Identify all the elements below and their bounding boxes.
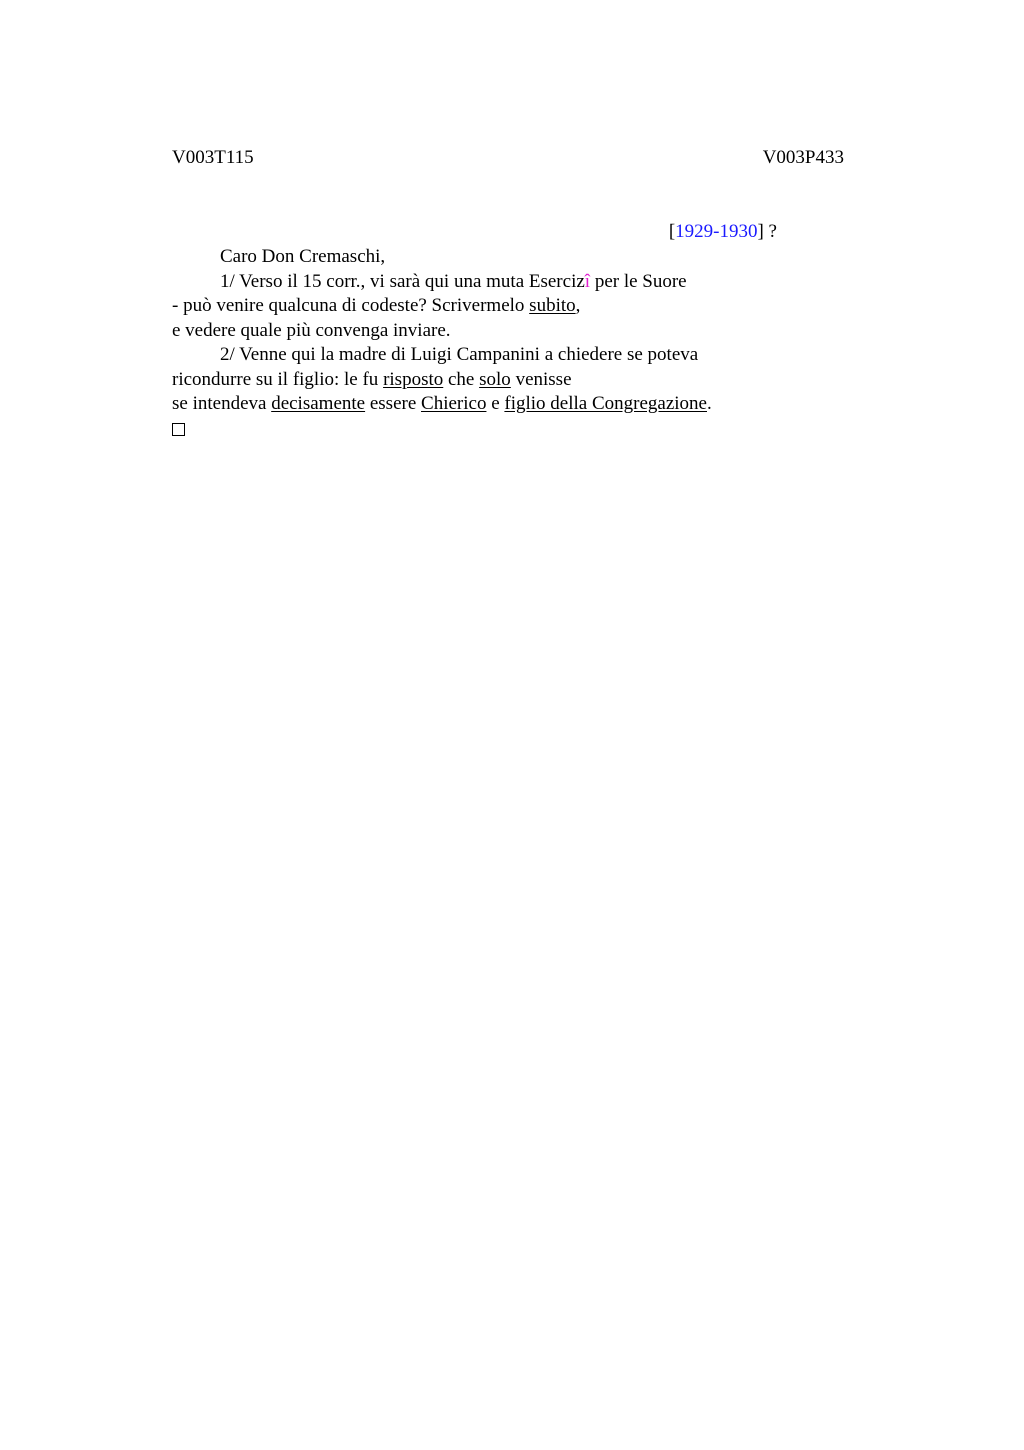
p1-line-2-comma: , xyxy=(575,295,581,316)
date-open-bracket: [ xyxy=(668,221,676,242)
paragraph-2-line-1: 2/ Venne qui la madre di Luigi Campanini a chiedere se poteva xyxy=(220,344,699,365)
p2-line-3-text-c: e xyxy=(486,393,505,414)
underlined-figlio-della-congregazione: figlio della Congregazione xyxy=(504,393,707,414)
paragraph-1-line-3: e vedere quale più convenga inviare. xyxy=(172,319,451,341)
date-close: ] ? xyxy=(757,221,777,242)
paragraph-1-line-2 xyxy=(172,294,812,319)
letter-body xyxy=(172,245,812,441)
p2-line-2-text-b: che xyxy=(443,368,480,390)
salutation: Caro Don Cremaschi, xyxy=(220,246,386,267)
letter-date xyxy=(669,221,777,243)
document-code-left: V003T115 xyxy=(172,147,254,168)
underlined-subito: subito xyxy=(529,295,576,316)
underlined-solo: solo xyxy=(479,368,511,390)
p2-line-2-text-a: ricondurre su il figlio: le fu xyxy=(172,368,384,390)
underlined-decisamente: decisamente xyxy=(271,393,366,414)
p1-line-1-text: 1/ Verso il 15 corr., vi sarà qui una muta Esercizî per le Suore xyxy=(220,270,687,292)
p2-line-3-period: . xyxy=(707,393,712,414)
p2-line-3-text-b: essere xyxy=(365,393,422,414)
end-marker-line xyxy=(172,417,812,442)
p2-line-3-text-a: se intendeva xyxy=(172,393,272,414)
paragraph-2-line-2 xyxy=(172,368,812,393)
end-square-icon xyxy=(172,423,185,436)
accented-i-char: î xyxy=(584,270,591,292)
document-code-right: V003P433 xyxy=(762,147,844,168)
paragraph-1-line-1 xyxy=(172,270,812,295)
paragraph-2-line-3 xyxy=(172,392,812,417)
p1-line-2-text: - può venire qualcuna di codeste? Scrivermelo xyxy=(172,295,530,316)
date-range: 1929-1930 xyxy=(675,221,758,242)
underlined-risposto: risposto xyxy=(383,368,444,390)
p2-line-2-text-c: venisse xyxy=(510,368,572,390)
underlined-chierico: Chierico xyxy=(421,393,487,414)
